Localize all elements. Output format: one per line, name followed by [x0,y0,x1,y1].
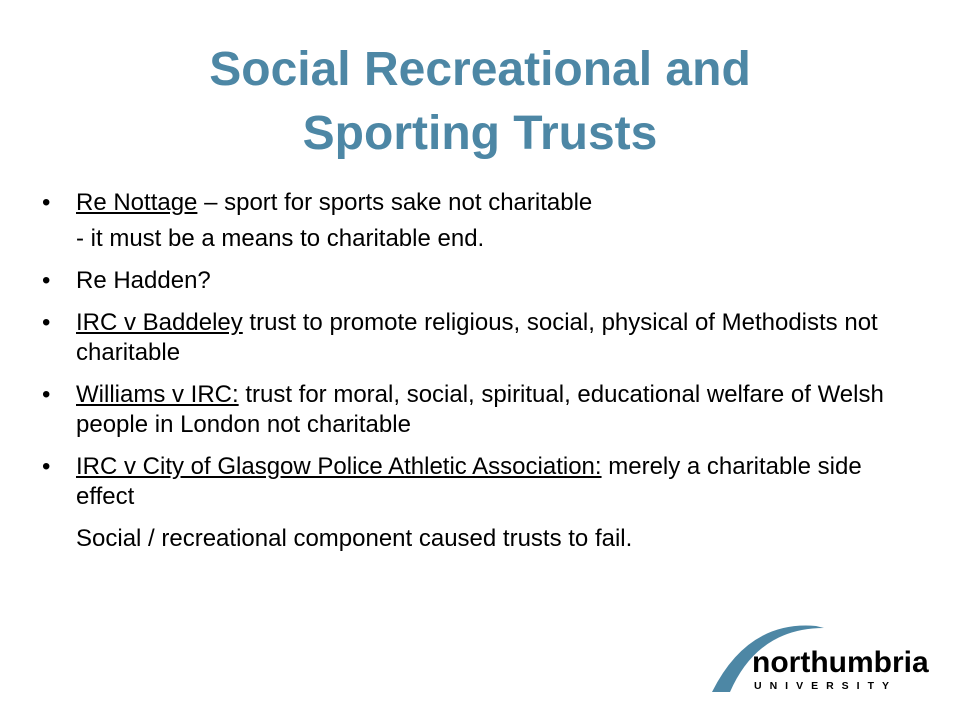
list-item-irc-v-baddeley [42,308,922,368]
list-item-re-nottage [42,188,922,218]
case-description: trust for moral, social, spiritual, educational welfare of Welsh people in London not charitable [76,381,884,438]
northumbria-university-logo [708,614,929,694]
list-item-continuation [42,224,922,254]
case-description: trust to promote religious, social, physical of Methodists not charitable [76,309,878,366]
case-name-re-hadden: Re Hadden? [76,267,211,294]
list-item-williams-v-irc [42,380,922,440]
swoosh-arc-icon [708,614,929,694]
bullet-marker: • [42,267,51,294]
conclusion-text: Social / recreational component caused trusts to fail. [76,525,633,552]
slide-title-line-1: Social Recreational and [209,43,751,96]
slide-title [60,38,900,166]
bullet-marker: • [42,453,51,480]
case-name-irc-v-glasgow-police: IRC v City of Glasgow Police Athletic Association: [76,453,602,480]
case-description: merely a charitable side effect [76,453,862,510]
logo-subtitle-text: UNIVERSITY [754,680,898,692]
logo-name-text: northumbria [752,646,929,679]
case-description: – sport for sports sake not charitable [197,189,593,216]
list-item-re-hadden [42,266,922,296]
continuation-text: - it must be a means to charitable end. [76,225,485,252]
case-name-williams-v-irc: Williams v IRC: [76,381,239,408]
case-name-re-nottage: Re Nottage [76,189,198,216]
list-item-irc-v-glasgow-police [42,452,922,512]
bullet-marker: • [42,309,51,336]
bullet-marker: • [42,189,51,216]
list-item-conclusion [42,524,922,554]
case-name-irc-v-baddeley: IRC v Baddeley [76,309,243,336]
bullet-marker: • [42,381,51,408]
bullet-list [42,188,922,554]
slide-title-line-2: Sporting Trusts [302,107,658,160]
